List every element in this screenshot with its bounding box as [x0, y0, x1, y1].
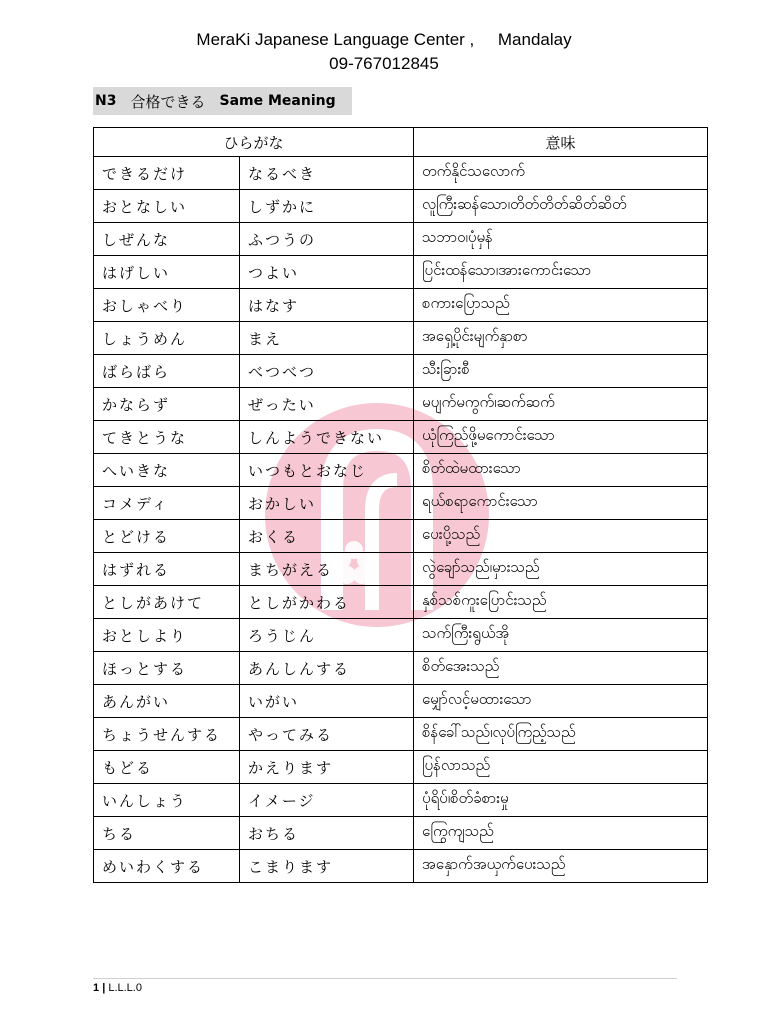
cell-word: めいわくする: [94, 850, 240, 883]
header-meaning: 意味: [414, 128, 708, 157]
cell-synonym: しずかに: [240, 190, 414, 223]
cell-meaning: ပြန်လာသည်: [414, 751, 708, 784]
cell-meaning: အနှောက်အယှက်ပေးသည်: [414, 850, 708, 883]
cell-synonym: いがい: [240, 685, 414, 718]
cell-word: しぜんな: [94, 223, 240, 256]
cell-meaning: စိန်ခေါ်သည်၊လုပ်ကြည့်သည်: [414, 718, 708, 751]
page-number: 1: [93, 982, 100, 994]
cell-word: としがあけて: [94, 586, 240, 619]
cell-synonym: べつべつ: [240, 355, 414, 388]
table-row: [94, 652, 708, 685]
cell-word: ちる: [94, 817, 240, 850]
cell-meaning: စကားပြောသည်: [414, 289, 708, 322]
table-row: [94, 553, 708, 586]
cell-synonym: としがかわる: [240, 586, 414, 619]
cell-synonym: はなす: [240, 289, 414, 322]
table-row: [94, 817, 708, 850]
table-row: [94, 322, 708, 355]
cell-meaning: စိတ်ထဲမထားသော: [414, 454, 708, 487]
cell-synonym: まえ: [240, 322, 414, 355]
cell-word: おとしより: [94, 619, 240, 652]
table-row: [94, 289, 708, 322]
cell-synonym: いつもとおなじ: [240, 454, 414, 487]
cell-synonym: しんようできない: [240, 421, 414, 454]
cell-meaning: ယုံကြည်ဖို့မကောင်းသော: [414, 421, 708, 454]
table-row: [94, 454, 708, 487]
table-row: [94, 520, 708, 553]
cell-word: へいきな: [94, 454, 240, 487]
header-center-name: MeraKi Japanese Language Center , Mandalay: [196, 30, 572, 49]
cell-word: はずれる: [94, 553, 240, 586]
cell-meaning: တက်နိုင်သလောက်: [414, 157, 708, 190]
cell-meaning: နှစ်သစ်ကူးပြောင်းသည်: [414, 586, 708, 619]
table-row: [94, 718, 708, 751]
footer-separator: |: [102, 982, 106, 994]
page-footer: [93, 982, 142, 994]
cell-synonym: おくる: [240, 520, 414, 553]
table-row: [94, 685, 708, 718]
cell-synonym: イメージ: [240, 784, 414, 817]
cell-meaning: အရှေ့ပိုင်းမျက်နှာစာ: [414, 322, 708, 355]
cell-meaning: ပြင်းထန်သော၊အားကောင်းသော: [414, 256, 708, 289]
vocabulary-table: [93, 127, 708, 883]
table-row: [94, 619, 708, 652]
title-english: Same Meaning: [219, 93, 336, 109]
table-row: [94, 223, 708, 256]
cell-word: かならず: [94, 388, 240, 421]
cell-word: とどける: [94, 520, 240, 553]
cell-synonym: ろうじん: [240, 619, 414, 652]
header-phone: 09-767012845: [329, 54, 439, 73]
cell-meaning: သီးခြားစီ: [414, 355, 708, 388]
cell-word: いんしょう: [94, 784, 240, 817]
cell-word: はげしい: [94, 256, 240, 289]
cell-synonym: つよい: [240, 256, 414, 289]
cell-meaning: သဘာဝ၊ပုံမှန်: [414, 223, 708, 256]
cell-word: ばらばら: [94, 355, 240, 388]
cell-word: てきとうな: [94, 421, 240, 454]
table-row: [94, 421, 708, 454]
document-header: [0, 28, 768, 76]
cell-word: できるだけ: [94, 157, 240, 190]
cell-meaning: ရယ်စရာကောင်းသော: [414, 487, 708, 520]
cell-meaning: ကြွေကျသည်: [414, 817, 708, 850]
cell-synonym: かえります: [240, 751, 414, 784]
table-row: [94, 850, 708, 883]
cell-word: ほっとする: [94, 652, 240, 685]
section-title: [93, 87, 352, 115]
table-row: [94, 157, 708, 190]
title-level: N3: [95, 93, 117, 109]
cell-synonym: なるべき: [240, 157, 414, 190]
table-row: [94, 784, 708, 817]
cell-meaning: စိတ်အေးသည်: [414, 652, 708, 685]
cell-synonym: ぜったい: [240, 388, 414, 421]
table-row: [94, 487, 708, 520]
cell-word: コメディ: [94, 487, 240, 520]
cell-meaning: လူကြီးဆန်သော၊တိတ်တိတ်ဆိတ်ဆိတ်: [414, 190, 708, 223]
table-row: [94, 751, 708, 784]
cell-synonym: まちがえる: [240, 553, 414, 586]
cell-synonym: あんしんする: [240, 652, 414, 685]
cell-word: おしゃべり: [94, 289, 240, 322]
footer-divider: [93, 978, 677, 979]
cell-word: ちょうせんする: [94, 718, 240, 751]
cell-synonym: こまります: [240, 850, 414, 883]
header-hiragana: ひらがな: [94, 128, 414, 157]
cell-meaning: ပေးပို့သည်: [414, 520, 708, 553]
table-row: [94, 388, 708, 421]
cell-synonym: ふつうの: [240, 223, 414, 256]
table-row: [94, 355, 708, 388]
footer-text: L.L.L.0: [108, 982, 142, 994]
cell-meaning: ပုံရိပ်၊စိတ်ခံစားမှု: [414, 784, 708, 817]
cell-word: もどる: [94, 751, 240, 784]
table-row: [94, 256, 708, 289]
title-japanese: 合格できる: [130, 92, 206, 111]
cell-word: あんがい: [94, 685, 240, 718]
cell-meaning: မျှော်လင့်မထားသော: [414, 685, 708, 718]
cell-synonym: おかしい: [240, 487, 414, 520]
cell-word: しょうめん: [94, 322, 240, 355]
cell-meaning: မပျက်မကွက်၊ဆက်ဆက်: [414, 388, 708, 421]
table-row: [94, 190, 708, 223]
cell-synonym: おちる: [240, 817, 414, 850]
table-row: [94, 586, 708, 619]
cell-meaning: သက်ကြီးရွယ်အို: [414, 619, 708, 652]
cell-word: おとなしい: [94, 190, 240, 223]
cell-meaning: လွဲချော်သည်၊မှားသည်: [414, 553, 708, 586]
table-header-row: [94, 128, 708, 157]
cell-synonym: やってみる: [240, 718, 414, 751]
